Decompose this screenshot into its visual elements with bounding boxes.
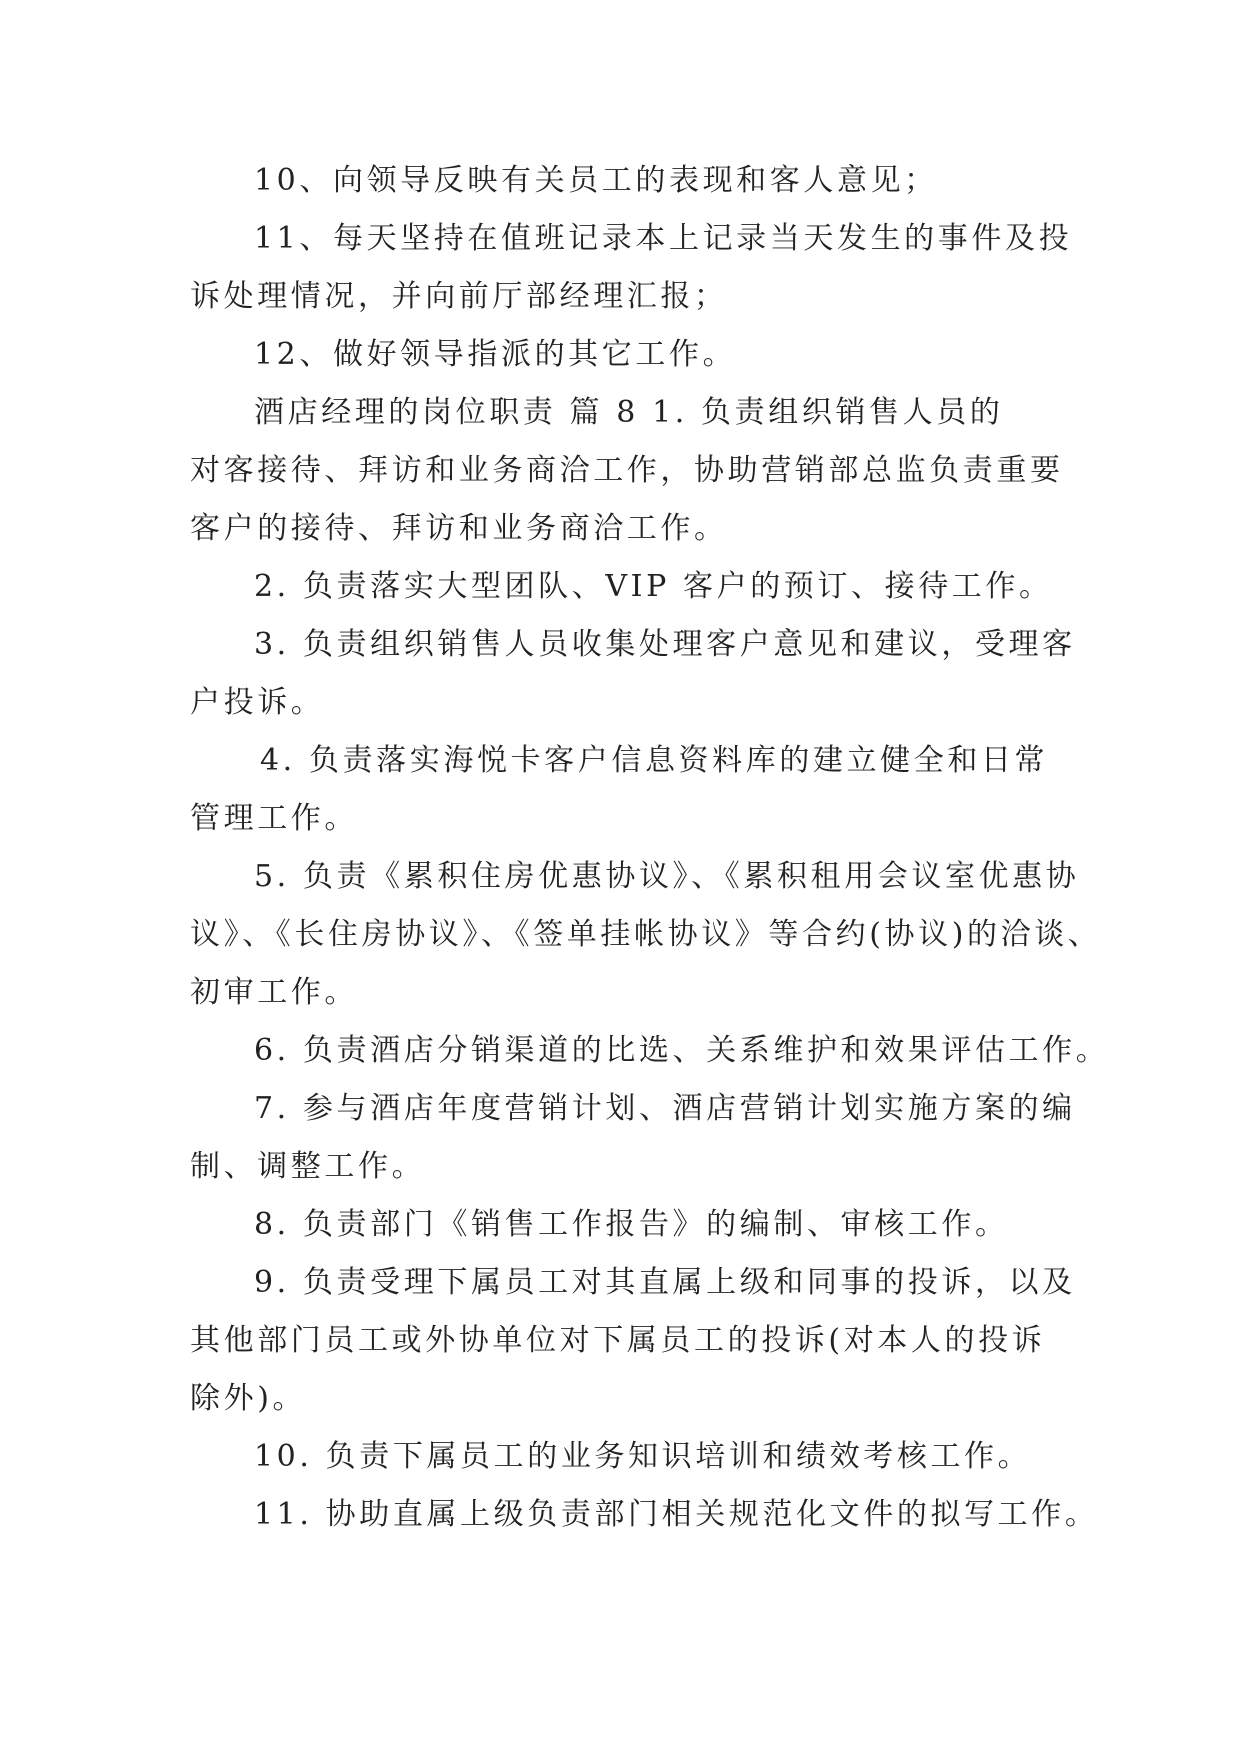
text-line: 7. 参与酒店年度营销计划、酒店营销计划实施方案的编 <box>254 1091 1076 1126</box>
text-line: 除外)。 <box>190 1381 307 1416</box>
text-line: 11、每天坚持在值班记录本上记录当天发生的事件及投 <box>254 221 1073 256</box>
text-line: 3. 负责组织销售人员收集处理客户意见和建议，受理客 <box>254 627 1076 662</box>
text-line: 5. 负责《累积住房优惠协议》、《累积租用会议室优惠协 <box>254 859 1080 894</box>
text-line: 管理工作。 <box>190 801 358 836</box>
text-line: 客户的接待、拜访和业务商洽工作。 <box>190 511 728 546</box>
text-line: 12、做好领导指派的其它工作。 <box>254 337 737 372</box>
text-line: 制、调整工作。 <box>190 1149 426 1184</box>
text-line: 9. 负责受理下属员工对其直属上级和同事的投诉，以及 <box>254 1265 1076 1300</box>
section-heading-line: 酒店经理的岗位职责 篇 8 1. 负责组织销售人员的 <box>254 395 1004 430</box>
text-line: 其他部门员工或外协单位对下属员工的投诉(对本人的投诉 <box>190 1323 1046 1358</box>
text-line: 8. 负责部门《销售工作报告》的编制、审核工作。 <box>254 1207 1009 1242</box>
text-line: 对客接待、拜访和业务商洽工作，协助营销部总监负责重要 <box>190 453 1064 488</box>
text-line: 2. 负责落实大型团队、VIP 客户的预订、接待工作。 <box>254 569 1053 604</box>
text-line: 10. 负责下属员工的业务知识培训和绩效考核工作。 <box>254 1439 1032 1474</box>
text-line: 诉处理情况，并向前厅部经理汇报； <box>190 279 728 314</box>
text-line: 初审工作。 <box>190 975 358 1010</box>
text-line: 10、向领导反映有关员工的表现和客人意见； <box>254 163 938 198</box>
text-line: 议》、《长住房协议》、《签单挂帐协议》等合约(协议)的洽谈、 <box>190 917 1102 952</box>
text-line: 11. 协助直属上级负责部门相关规范化文件的拟写工作。 <box>254 1497 1099 1532</box>
text-line: 户投诉。 <box>190 685 325 720</box>
text-line: 4. 负责落实海悦卡客户信息资料库的建立健全和日常 <box>260 743 1049 778</box>
text-line: 6. 负责酒店分销渠道的比选、关系维护和效果评估工作。 <box>254 1033 1110 1068</box>
